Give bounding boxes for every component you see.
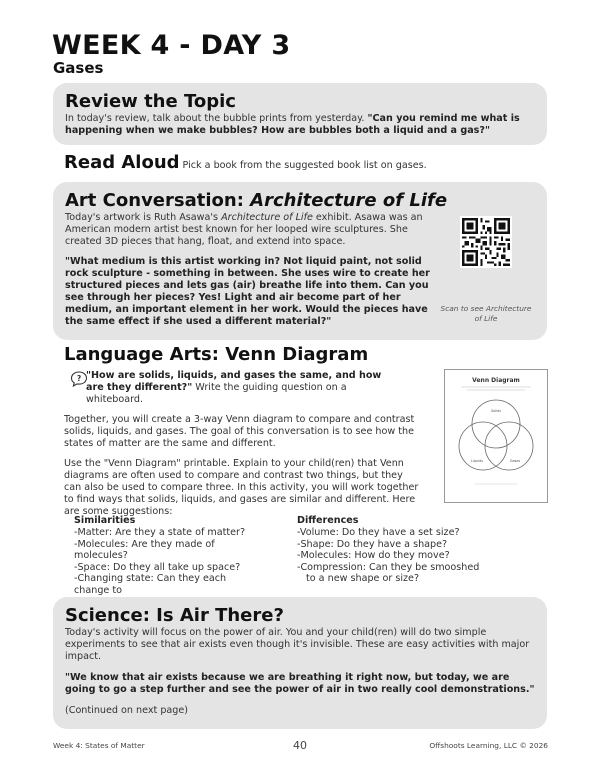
review-intro: In today's review, talk about the bubble prints from yesterday.	[65, 113, 368, 124]
page-subtitle: Gases	[53, 59, 104, 77]
venn-label-solids: Solids	[490, 409, 502, 413]
language-arts-section	[64, 344, 544, 596]
guiding-question-text: "How are solids, liquids, and gases the same, and how are they different?"	[86, 370, 382, 393]
guiding-question-tail: Write the guiding question on a whiteboard.	[86, 382, 347, 405]
footer-right: Offshoots Learning, LLC © 2026	[429, 741, 548, 750]
art-paragraph	[65, 212, 440, 248]
venn-instructions-paragraph: Use the "Venn Diagram" printable. Explain to your child(ren) that Venn diagrams are often used to compare and contrast two things, but they can also be used to compare three. In this activity, you will work together to find ways that solids, liquids, and gases are similar and different. Here are some suggestions:	[64, 458, 419, 517]
similarities-heading: Similarities	[74, 515, 136, 526]
qr-code[interactable]	[460, 216, 512, 268]
review-section	[53, 83, 547, 145]
guiding-question	[86, 370, 396, 406]
venn-diagram-printable	[444, 369, 548, 503]
differences-heading: Differences	[297, 515, 359, 526]
list-item: -Space: Do they all take up space?	[74, 561, 241, 573]
review-text	[65, 113, 535, 137]
footer-left: Week 4: States of Matter	[53, 741, 145, 750]
art-quote: "What medium is this artist working in? Not liquid paint, not solid rock sculpture - something in between. She uses wire to create her structured pieces and lets gas (air) breathe life into them. Can you see through her pieces? Yes! Light and air become part of her medium, an important element in her work. Would the pieces have the same effect if she used a different material?"	[65, 256, 430, 327]
list-item: -Shape: Do they have a shape?	[297, 538, 448, 550]
art-conversation-section	[53, 182, 547, 340]
art-p1-italic: Architecture of Life	[221, 212, 313, 223]
science-paragraph: Today's activity will focus on the power of air. You and your child(ren) will do two simple experiments to see that air exists even though it's invisible. These are easy activities with major impact.	[65, 627, 530, 662]
list-item: to a new shape or size?	[306, 573, 420, 585]
venn-label-gases: Gases	[509, 459, 521, 463]
art-heading	[65, 190, 535, 212]
science-heading: Science: Is Air There?	[65, 605, 284, 626]
read-aloud-section	[64, 152, 427, 174]
venn-card-title: Venn Diagram	[472, 377, 520, 384]
qr-code-icon	[462, 218, 510, 266]
language-arts-heading: Language Arts: Venn Diagram	[64, 344, 369, 365]
art-p1-a: Today's artwork is Ruth Asawa's	[65, 212, 222, 223]
list-item: -Molecules: How do they move?	[297, 550, 450, 562]
qr-caption: Scan to see Architecture of Life	[440, 304, 532, 323]
speech-bubble-icon	[70, 370, 88, 392]
read-aloud-heading: Read Aloud	[64, 152, 180, 173]
science-quote: "We know that air exists because we are breathing it right now, but today, we are going to go a step further and see the power of air in two really cool demonstrations."	[65, 672, 535, 695]
art-heading-prefix: Art Conversation:	[65, 190, 251, 211]
review-quote: "Can you remind me what is happening when we make bubbles? How are bubbles both a liquid and a gas?"	[65, 113, 520, 136]
similarities-column	[74, 515, 264, 608]
svg-text:?: ?	[76, 374, 82, 383]
list-item: -Compression: Can they be smooshed	[297, 561, 480, 573]
page-title: WEEK 4 - DAY 3	[52, 30, 291, 61]
science-section	[53, 597, 547, 729]
venn-label-liquids: Liquids	[471, 459, 483, 463]
continued-note: (Continued on next page)	[65, 705, 189, 716]
list-item: -Volume: Do they have a set size?	[297, 527, 460, 538]
venn-intro-paragraph: Together, you will create a 3-way Venn diagram to compare and contrast solids, liquids, and gases. The goal of this conversation is to see how the states of matter are the same and different.	[64, 414, 415, 449]
list-item: -Molecules: Are they made of molecules?	[74, 538, 215, 562]
list-item: -Matter: Are they a state of matter?	[74, 527, 246, 538]
read-aloud-text: Pick a book from the suggested book list on gases.	[182, 160, 427, 171]
page-number: 40	[293, 739, 307, 752]
list-item: -Changing state: Can they each change to	[74, 573, 227, 596]
art-heading-title: Architecture of Life	[250, 190, 448, 211]
review-heading: Review the Topic	[65, 91, 236, 112]
art-p1-b: exhibit. Asawa was an American modern artist best known for her looped wire sculptures. She created 3D pieces that hang, float, and extend into space.	[65, 212, 423, 247]
differences-column	[297, 515, 487, 585]
